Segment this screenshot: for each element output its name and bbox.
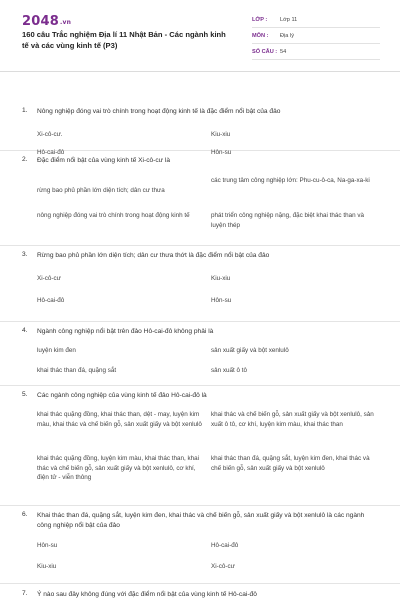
option-d[interactable]: Hôn-su [211,297,232,304]
option-c[interactable]: nông nghiệp đóng vai trò chính trong hoạt động kinh tế [37,212,190,219]
question-number: 4. [22,327,28,334]
meta-table [252,12,380,60]
meta-label: MÔN : [252,32,269,39]
option-b[interactable]: khai thác và chế biến gỗ, sản xuất giấy và bột xenlulô, sản xuất ô tô, cơ khí, luyện kim màu, khai thác than [211,411,374,428]
meta-label: SỐ CÂU : [252,48,278,55]
question-7 [0,584,400,600]
meta-value: Lớp 11 [280,16,298,23]
meta-row-subject [252,28,380,44]
document-title: 160 câu Trắc nghiệm Địa lí 11 Nhật Bản - Các ngành kinh tế và các vùng kinh tế (P3) [22,30,226,50]
option-c[interactable]: Hô-cai-đô [37,149,65,156]
question-text: Rừng bao phủ phần lớn diện tích; dân cư thưa thớt là đặc điểm nổi bật của đảo [37,252,270,259]
logo-sub-text: .vn [59,19,72,26]
option-d[interactable]: phát triển công nghiệp nặng, đặc biệt khai thác than và luyện thép [211,212,364,229]
option-d[interactable]: Hôn-su [211,149,232,156]
option-a[interactable]: rừng bao phủ phần lớn diện tích; dân cư thưa [37,187,165,194]
option-a[interactable]: khai thác quặng đồng, khai thác than, dệt - may, luyện kim màu, khai thác và chế biến gỗ, sản xuất giấy và bột xenlulô [37,411,202,428]
option-b[interactable]: các trung tâm công nghiệp lớn: Phu-cu-ô-ca, Na-ga-xa-ki [211,177,370,184]
option-c[interactable]: Kiu-xiu [37,563,57,570]
question-1 [0,72,400,156]
option-a[interactable]: Xi-cô-cư [37,275,61,282]
question-3 [0,246,400,322]
question-4 [0,322,400,386]
meta-label: LỚP : [252,16,268,23]
option-a[interactable]: Xi-cô-cư. [37,131,63,138]
question-6 [0,506,400,584]
meta-row-class [252,12,380,28]
option-a[interactable]: luyện kim đen [37,347,76,354]
question-number: 2. [22,156,28,163]
question-text: Nông nghiệp đóng vai trò chính trong hoạt động kinh tế là đặc điểm nổi bật của đảo [37,108,281,115]
option-a[interactable]: Hôn-su [37,542,58,549]
question-text: Các ngành công nghiệp của vùng kinh tế đảo Hô-cai-đô là [37,392,207,399]
question-text: Ngành công nghiệp nổi bật trên đảo Hô-cai-đô không phải là [37,328,214,335]
option-b[interactable]: Kiu-xiu [211,275,231,282]
question-number: 3. [22,251,28,258]
option-d[interactable]: khai thác than đá, quặng sắt, luyện kim đen, khai thác và chế biến gỗ, sản xuất giấy và bột xenlulô [211,455,370,472]
question-list [0,72,400,600]
option-b[interactable]: Kiu-xiu [211,131,231,138]
option-c[interactable]: khai thác than đá, quặng sắt [37,367,117,374]
option-b[interactable]: sản xuất giấy và bột xenlulô [211,347,289,354]
question-2 [0,151,400,246]
question-5 [0,386,400,506]
logo-main-text: 2048 [22,14,59,29]
question-text: Khai thác than đá, quặng sắt, luyện kim đen, khai thác và chế biến gỗ, sản xuất giấy và bột xenlulô là các ngành công nghiệp nổi bật của đảo [37,512,365,529]
meta-value: Địa lý [280,32,294,39]
meta-row-count [252,44,380,60]
question-number: 7. [22,590,28,597]
document-header [0,0,400,68]
question-number: 1. [22,107,28,114]
option-b[interactable]: Hô-cai-đô [211,542,239,549]
question-number: 5. [22,391,28,398]
option-d[interactable]: Xi-cô-cư [211,563,235,570]
question-text: Đặc điểm nổi bật của vùng kinh tế Xi-cô-cư là [37,157,171,164]
meta-value: 54 [280,48,287,55]
question-number: 6. [22,511,28,518]
option-c[interactable]: khai thác quặng đồng, luyện kim màu, khai thác than, khai thác và chế biến gỗ, sản xuất giấy và bột xenlulô, cơ khí, điện tử - viễn thông [37,455,200,482]
option-d[interactable]: sản xuất ô tô [211,367,248,374]
option-c[interactable]: Hô-cai-đô [37,297,65,304]
site-logo[interactable] [22,14,71,29]
question-text: Ý nào sau đây không đúng với đặc điểm nổi bật của vùng kinh tế Hô-cai-đô [37,591,257,598]
